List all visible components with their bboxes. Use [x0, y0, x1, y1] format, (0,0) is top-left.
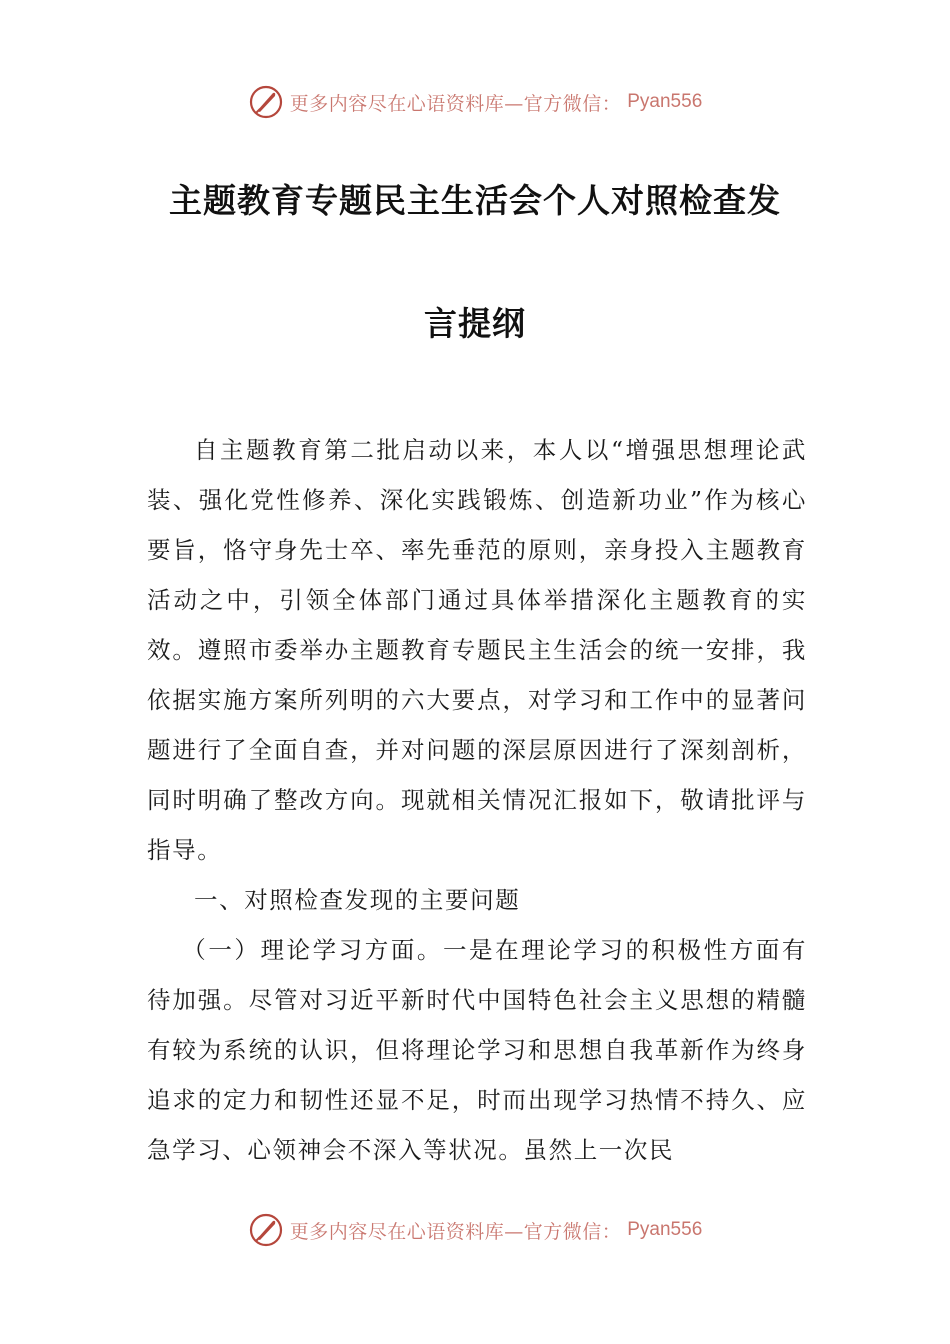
- section-heading: 一、对照检查发现的主要问题: [194, 886, 521, 914]
- watermark-text: 更多内容尽在心语资料库—官方微信：: [289, 92, 622, 115]
- quill-pen-logo-icon: [248, 1212, 284, 1248]
- watermark-footer: [0, 1210, 950, 1250]
- intro-paragraph: 自主题教育第二批启动以来，本人以“增强思想理论武装、强化党性修养、深化实践锻炼、创造新功业”作为核心要旨，恪守身先士卒、率先垂范的原则，亲身投入主题教育活动之中，引领全体部门通过具体举措深化主题教育的实效。遵照市委举办主题教育专题民主生活会的统一安排，我依据实施方案所列明的六大要点，对学习和工作中的显著问题进行了全面自查，并对问题的深层原因进行了深刻剖析，同时明确了整改方向。现就相关情况汇报如下，敬请批评与指导。: [147, 436, 807, 864]
- watermark-header: [0, 82, 950, 122]
- subsection-paragraph: （一）理论学习方面。一是在理论学习的积极性方面有待加强。尽管对习近平新时代中国特色社会主义思想的精髓有较为系统的认识，但将理论学习和思想自我革新作为终身追求的定力和韧性还显不足，时而出现学习热情不持久、应急学习、心领神会不深入等状况。虽然上一次民: [147, 936, 807, 1164]
- document-title-line-1: 主题教育专题民主生活会个人对照检查发: [169, 181, 781, 220]
- quill-pen-logo-icon: [248, 84, 284, 120]
- document-body: [147, 425, 807, 1175]
- watermark-wechat-id: Pyan556: [627, 91, 703, 112]
- document-title-line-2: 言提纲: [424, 304, 526, 343]
- watermark-wechat-id: Pyan556: [627, 1219, 703, 1240]
- watermark-text: 更多内容尽在心语资料库—官方微信：: [289, 1220, 622, 1243]
